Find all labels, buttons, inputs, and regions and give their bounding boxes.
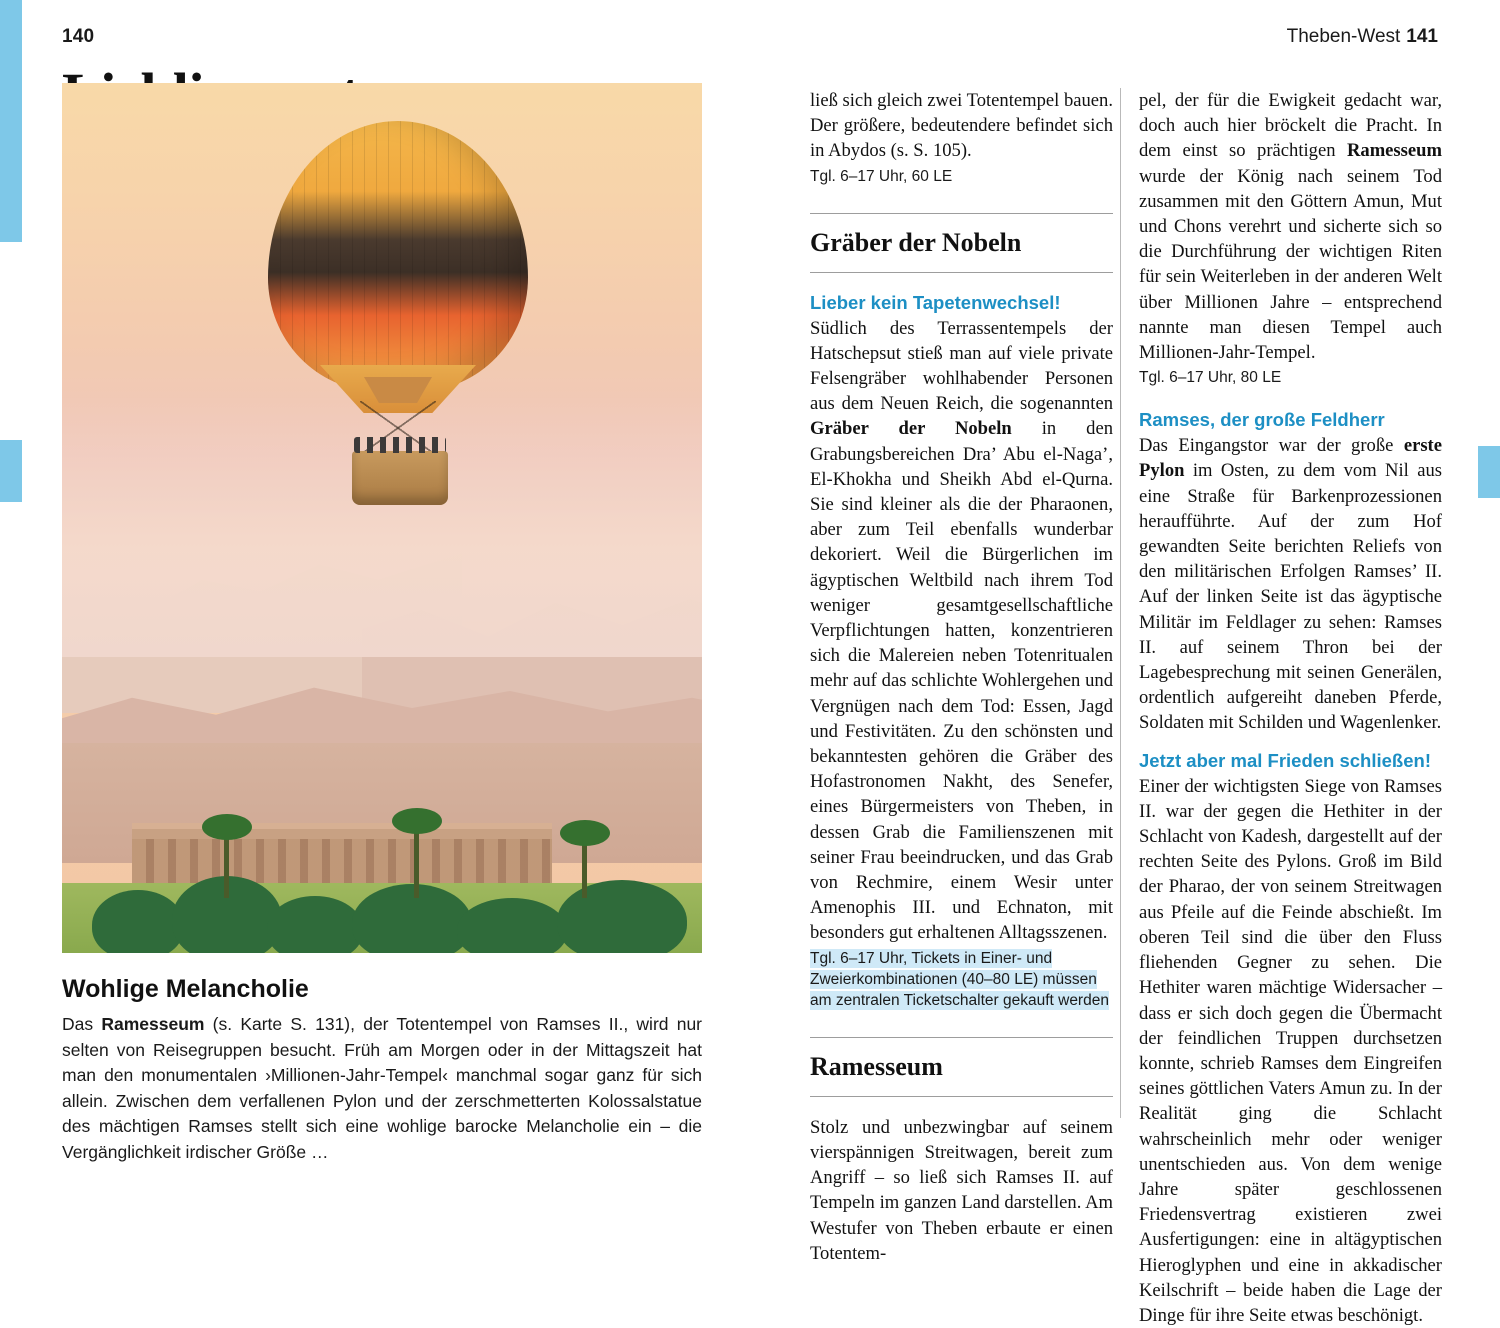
cont-part-1: pel, der für die Ewigkeit gedacht war, doch auch hier bröckelt die Pracht. In dem einst so prächtigen [1139, 90, 1442, 162]
feldherr-bold: erste Pylon [1139, 435, 1442, 482]
info-line-hatschepsut: Tgl. 6–17 Uhr, 60 LE [810, 167, 953, 185]
info-line-graeber-tickets-text: Tgl. 6–17 Uhr, Tickets in Einer- und Zweierkombinationen (40–80 LE) müssen am zentralen Ticketschalter gekauft werden [810, 949, 1109, 1009]
photo-balloon [268, 121, 528, 501]
cont-bold: Ramesseum [1346, 140, 1442, 162]
photo-tree [267, 896, 363, 953]
feldherr-part-2: im Osten, zu dem vom Nil aus eine Straße für Barkenprozessionen heraufführte. Auf der zum Hof gewandten Seite berichten Reliefs von den militärischen Erfolgen Ramses’ II. Auf der linken Seite ist das ägyptische Militär im Feldlager zu sehen: Ramses II. auf seinem Thron bei der Lagebesprechung mit seinen Generälen, ordentlich aufgereiht daneben Pferde, Soldaten mit Schilden und Wagenlenker. [1139, 460, 1442, 734]
column-divider [1120, 88, 1121, 1118]
left-body-part-2: (s. Karte S. 131), der Totentempel von Ramses II., wird nur selten von Reisegruppen besucht. Früh am Morgen oder in der Mittagszeit hat man den monumentalen ›Millionen-Jahr-Tempel‹ manchmal sogar ganz für sich allein. Zwischen dem verfallenen Pylon und der zerschmetterten Kolossalstatue des mächtigen Ramses stellt sich eine wohlige barocke Melancholie ein – die Vergänglichkeit irdischer Größe … [62, 1014, 703, 1162]
photo-palm [582, 834, 587, 898]
section-title-ramesseum: Ramesseum [810, 1051, 943, 1081]
cont-part-2: wurde der König nach seinem Tod zusammen mit den Göttern Amun, Mut und Chons verehrt und sicherte sich so die Durchführung der wichtigen Riten für sein Weiterleben in der anderen Welt über Millionen Jahre – entsprechend nannte man diesen Tempel auch Millionen-Jahr-Tempel. [1139, 165, 1442, 364]
page-number-right: 141 [1406, 26, 1438, 47]
edge-tab-top [0, 0, 22, 242]
text-column-2 [1139, 88, 1442, 1328]
section-title-graeber: Gräber der Nobeln [810, 227, 1022, 257]
left-page-heading: Wohlige Melancholie [62, 975, 309, 1003]
text-column-1 [810, 88, 1113, 1266]
graeber-part-1: Südlich des Terrassentempels der Hatschepsut stieß man auf viele private Felsengräber wohlhabender Personen aus dem Neuen Reich, die sogenannten [810, 317, 1113, 415]
photo-tree [92, 890, 184, 953]
photo-balloon-passengers [354, 437, 446, 453]
photo-tree [457, 898, 567, 953]
photo-tree-line [62, 818, 702, 953]
photo-balloon-basket [352, 451, 448, 505]
photo-palm [414, 822, 419, 898]
photo-hot-air-balloon [62, 83, 702, 953]
subheading-frieden: Jetzt aber mal Frieden schließen! [1139, 749, 1431, 771]
graeber-bold: Gräber der Nobeln [810, 418, 1012, 440]
section-header-graeber [810, 213, 1113, 273]
photo-tree [557, 880, 687, 953]
page-number-left: 140 [62, 26, 95, 47]
left-body-bold: Ramesseum [101, 1014, 205, 1034]
photo-balloon-envelope [268, 121, 528, 391]
info-line-ramesseum: Tgl. 6–17 Uhr, 80 LE [1139, 369, 1282, 387]
paragraph-graeber [810, 316, 1113, 946]
paragraph-ramesseum-intro: Stolz und unbezwingbar auf seinem vierspännigen Streitwagen, bereit zum Angriff – so ließ sich Ramses II. auf Tempeln im ganzen Land darstellen. Am Westufer von Theben erbaute er einen Totentem- [810, 1116, 1113, 1264]
section-header-ramesseum [810, 1037, 1113, 1097]
subheading-tapetenwechsel: Lieber kein Tapetenwechsel! [810, 291, 1061, 313]
subheading-feldherr: Ramses, der große Feldherr [1139, 409, 1385, 431]
running-head-right [1287, 26, 1438, 48]
paragraph-intro: ließ sich gleich zwei Totentempel bauen. Der größere, bedeutendere befindet sich in Abydos (s. S. 105). [810, 90, 1113, 162]
paragraph-feldherr [1139, 433, 1442, 735]
left-page-body [62, 1012, 702, 1166]
photo-tree [352, 884, 472, 953]
paragraph-ramesseum-cont [1139, 88, 1442, 365]
left-body-part-1: Das [62, 1014, 102, 1034]
photo-palm [224, 828, 229, 898]
spacer [1139, 388, 1442, 408]
edge-tab-middle [0, 440, 22, 502]
graeber-part-2: in den Grabungsbereichen Dra’ Abu el-Naga’, El-Khokha und Sheikh Abd el-Qurna. Sie sind kleiner als die der Pharaonen, aber zum Teil ebenfalls wunderbar dekoriert. Weil die Bürgerlichen im ägyptischen Weltbild nach ihrem Tod weniger gesamtgesellschaftliche Verpflichtungen hatten, konzentrieren sich die Malereien neben Totenritualen mehr auf das schlichte Wohlergehen und Vergnügen nach dem Tod: Essen, Jagd und Festivitäten. Zu den schönsten und bekanntesten gehören die Gräber des Hofastronomen Nakht, des Senefer, eines Bürgermeisters von Theben, in dessen Grab die Familienszenen mit seiner Frau beeindrucken, und das Grab von Rechmire, einem Wesir unter Amenophis III. und Echnaton, mit besonders gut erhaltenen Alltagsszenen. [810, 418, 1114, 944]
spacer [1139, 736, 1442, 749]
paragraph-frieden: Einer der wichtigsten Siege von Ramses II. war der gegen die Hethiter in der Schlacht von Kadesh, dargestellt auf der rechten Seite des Pylons. Groß im Bild der Pharao, der von seinem Streitwagen aus Pfeile auf die Feinde abschießt. Im oberen Teil sind die über den Fluss fliehenden Gegner zu sehen. Die Hethiter waren mächtige Widersacher – dass er sich doch gegen die Übermacht der feindlichen Truppen durchsetzen konnte, schrieb Ramses dem Eingreifen seines göttlichen Vaters Amun zu. In der Realität ging die Schlacht wahrscheinlich mehr oder weniger unentschieden aus. Von dem wenige Jahre später geschlossenen Friedensvertrag existieren zwei Ausfertigungen: eine in altägyptischen Hieroglyphen und eine in akkadischer Keilschrift – beide haben die Lage der Dinge für ihre Seite etwas beschönigt. [1139, 775, 1442, 1326]
edge-tab-right [1478, 446, 1500, 498]
info-line-graeber-tickets [810, 948, 1113, 1011]
feldherr-part-1: Das Eingangstor war der große [1139, 435, 1404, 457]
running-head-title: Theben-West [1286, 26, 1401, 47]
